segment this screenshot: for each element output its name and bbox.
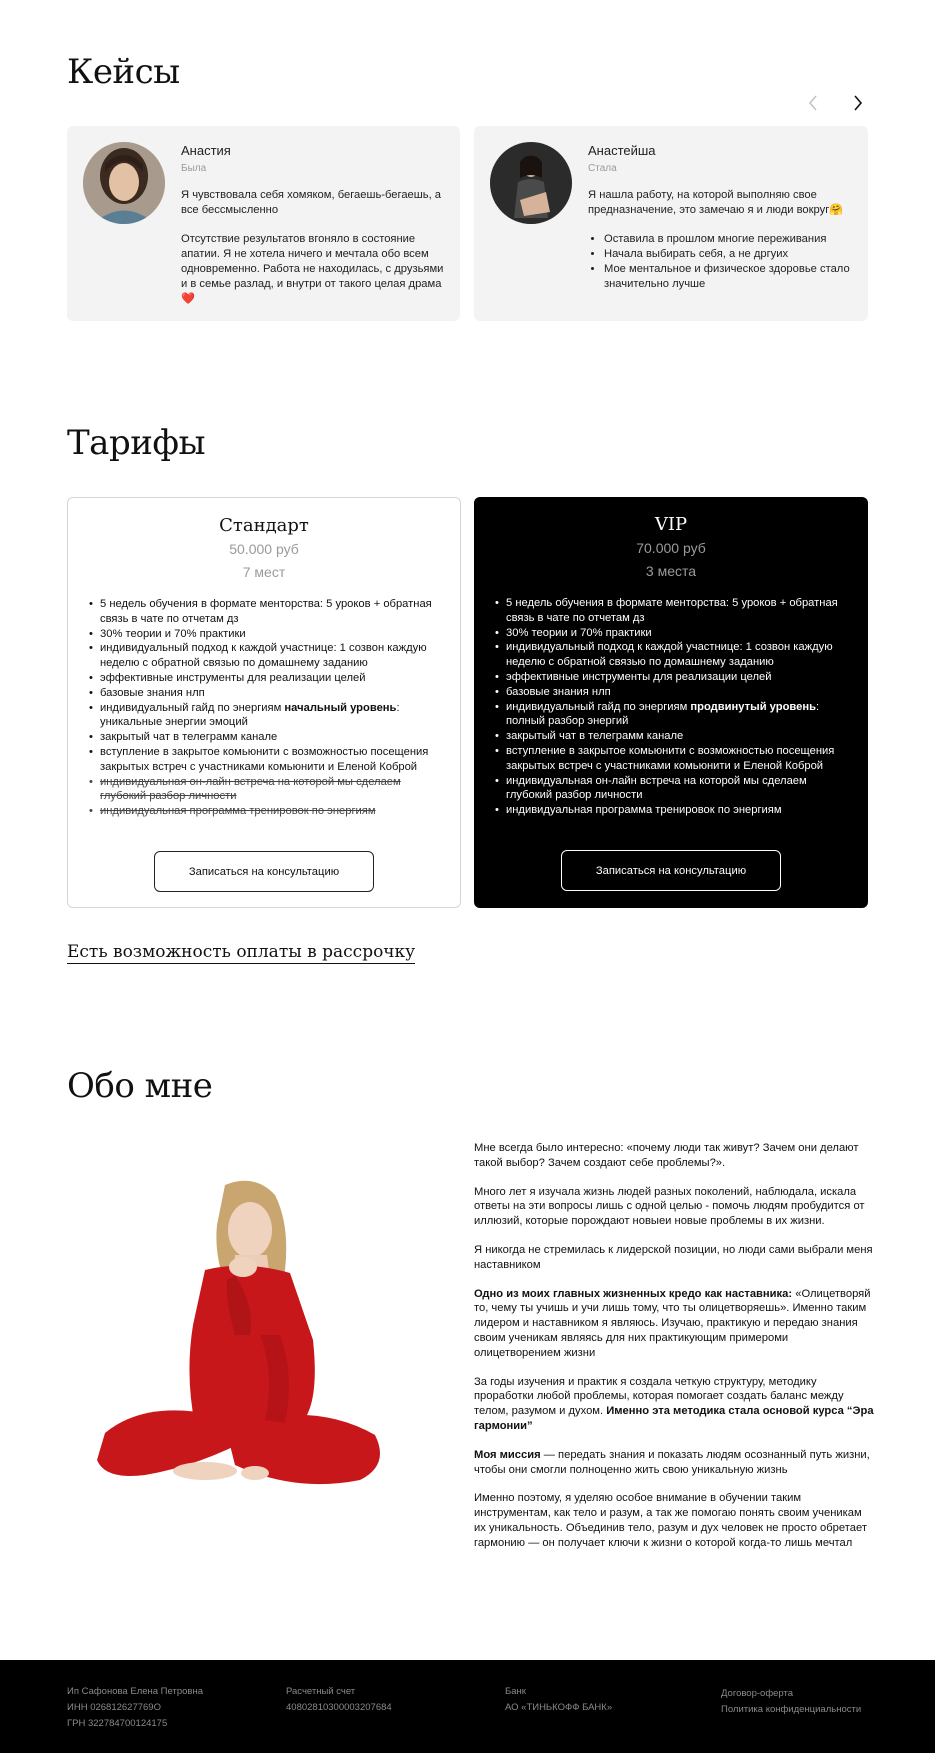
footer	[0, 1660, 935, 1753]
about-paragraph: Одно из моих главных жизненных кредо как наставника: «Олицетворяй то, чему ты учишь и учи лишь тому, что ты олицетворяешь». Именно таким лидером и наставником я являюсь. Изучаю, практикую и передаю знания своим ученикам являясь для них практикующим примероми олицетворением жизни	[474, 1287, 871, 1359]
footer-inn: ИНН 026812627769О	[67, 1702, 161, 1713]
about-title: Обо мне	[67, 1066, 213, 1106]
footer-account-label: Расчетный счет	[286, 1686, 356, 1697]
footer-bank	[505, 1684, 612, 1716]
list-item: • индивидуальная программа тренировок по энергиям	[506, 803, 850, 818]
cases-title: Кейсы	[67, 52, 180, 92]
list-item: • 5 недель обучения в формате менторства: 5 уроков + обратная связь в чате по отчетам дз	[506, 596, 850, 626]
tariff-name: Стандарт	[219, 515, 309, 536]
list-item: • вступление в закрытое комьюнити с возможностью посещения закрытых встреч с участниками комьюнити и Еленой Коброй	[506, 744, 850, 774]
list-item: • базовые знания нлп	[100, 686, 442, 701]
list-item: • Начала выбирать себя, а не дргуих	[604, 247, 852, 262]
list-item: • базовые знания нлп	[506, 685, 850, 700]
chevron-right-icon	[852, 94, 864, 112]
list-item: • эффективные инструменты для реализации целей	[100, 671, 442, 686]
footer-links	[721, 1686, 861, 1718]
about-paragraph: Моя миссия — передать знания и показать людям осознанный путь жизни, чтобы они смогли полноценно жить свою уникальную жизнь	[474, 1448, 870, 1476]
carousel-next-button[interactable]	[847, 92, 869, 114]
case-card-after	[474, 126, 868, 321]
case-status: Была	[181, 163, 207, 174]
about-photo	[85, 1175, 405, 1515]
list-item: • 30% теории и 70% практики	[506, 626, 850, 641]
tariff-price: 70.000 руб	[636, 540, 706, 556]
list-item: • 5 недель обучения в формате менторства: 5 уроков + обратная связь в чате по отчетам дз	[100, 597, 442, 627]
about-paragraph: Именно поэтому, я уделяю особое внимание в обучении таким инструментам, как тело и разум, а так же помогаю понять своим ученикам их уникальность. Объединив тело, разум и дух человек не просто обретает гармонию — он получает ключи к жизни о которой когда-то лишь мечтал	[474, 1492, 867, 1549]
list-item: • 30% теории и 70% практики	[100, 627, 442, 642]
footer-bank-name: АО «ТИНЬКОФФ БАНК»	[505, 1702, 613, 1713]
tariff-seats: 3 места	[645, 563, 697, 579]
tariff-features	[506, 596, 850, 818]
list-item: • индивидуальный гайд по энергиям продвинутый уровень: полный разбор энергий	[506, 700, 850, 730]
list-item: • вступление в закрытое комьюнити с возможностью посещения закрытых встреч с участниками комьюнити и Еленой Коброй	[100, 745, 442, 775]
footer-account-number: 40802810300003207684	[286, 1702, 392, 1713]
consultation-button[interactable]: Записаться на консультацию	[561, 850, 781, 891]
case-status: Стала	[588, 163, 617, 174]
case-paragraph: Я чувствовала себя хомяком, бегаешь-бегаешь, а все бессмысленно	[181, 189, 442, 216]
privacy-link[interactable]: Политика конфиденциальности	[721, 1704, 862, 1715]
chevron-left-icon	[807, 94, 819, 112]
about-paragraph: Я никогда не стремилась к лидерской позиции, но люди сами выбрали меня наставником	[474, 1243, 873, 1271]
list-item: • индивидуальный гайд по энергиям начальный уровень: уникальные энергии эмоций	[100, 701, 442, 731]
list-item: • Оставила в прошлом многие переживания	[604, 232, 852, 247]
case-paragraph: Я нашла работу, на которой выполняю свое предназначение, это замечаю я и люди вокруг🤗	[588, 189, 844, 216]
avatar	[83, 142, 165, 224]
tariff-price: 50.000 руб	[229, 541, 299, 557]
case-list	[588, 232, 852, 292]
tariff-card-vip	[474, 497, 868, 908]
list-item: • индивидуальный подход к каждой участнице: 1 созвон каждую неделю с обратной связью по домашнему заданию	[100, 641, 442, 671]
consultation-button[interactable]: Записаться на консультацию	[154, 851, 374, 892]
tariff-seats: 7 мест	[242, 564, 286, 580]
installment-link[interactable]: Есть возможность оплаты в рассрочку	[67, 942, 416, 962]
offer-link[interactable]: Договор-оферта	[721, 1688, 794, 1699]
list-item-excluded: • индивидуальная программа тренировок по энергиям	[100, 804, 442, 819]
tariff-name: VIP	[654, 514, 688, 535]
avatar	[490, 142, 572, 224]
carousel-prev-button[interactable]	[802, 92, 824, 114]
tariffs-title: Тарифы	[67, 423, 206, 463]
list-item: • индивидуальная он-лайн встреча на которой мы сделаем глубокий разбор личности	[506, 774, 850, 804]
list-item-excluded: • индивидуальная он-лайн встреча на которой мы сделаем глубокий разбор личности	[100, 775, 442, 805]
case-paragraph: Отсутствие результатов вгоняло в состояние апатии. Я не хотела ничего и мечтала обо всем одновременно. Работа не находилась, с друзьями и в семье разлад, и внутри от такого целая драма ❤️	[181, 233, 444, 305]
list-item: • закрытый чат в телеграмм канале	[506, 729, 850, 744]
about-text	[474, 1141, 874, 1565]
list-item: • индивидуальный подход к каждой участнице: 1 созвон каждую неделю с обратной связью по домашнему заданию	[506, 640, 850, 670]
about-paragraph: Мне всегда было интересно: «почему люди так живут? Зачем они делают такой выбор? Зачем создают себе проблемы?».	[474, 1142, 859, 1169]
footer-ogrn: ГРН 322784700124175	[67, 1718, 168, 1729]
list-item: • закрытый чат в телеграмм канале	[100, 730, 442, 745]
case-text	[588, 188, 852, 292]
list-item: • эффективные инструменты для реализации целей	[506, 670, 850, 685]
about-paragraph: За годы изучения и практик я создала четкую структуру, методику проработки любой проблемы, которая помогает создать баланс между телом, разумом и духом. Именно эта методика стала основой курса “Эра гармонии”	[474, 1375, 874, 1432]
case-card-before	[67, 126, 460, 321]
tariff-features	[100, 597, 442, 819]
case-name: Анастия	[181, 143, 231, 158]
case-name: Анастейша	[588, 143, 656, 158]
tariff-card-standard	[67, 497, 461, 908]
list-item: • Мое ментальное и физическое здоровье стало значительно лучше	[604, 262, 852, 292]
footer-company	[67, 1684, 203, 1732]
footer-bank-label: Банк	[505, 1686, 526, 1697]
about-paragraph: Много лет я изучала жизнь людей разных поколений, наблюдала, искала ответы на эти вопросы лишь с одной целью - помочь людям пробудится от иллюзий, которые порождают новыеи новые проблемы в их жизни.	[474, 1185, 865, 1228]
case-text	[181, 188, 444, 321]
footer-owner: Ип Сафонова Елена Петровна	[67, 1686, 203, 1697]
footer-account	[286, 1684, 392, 1716]
